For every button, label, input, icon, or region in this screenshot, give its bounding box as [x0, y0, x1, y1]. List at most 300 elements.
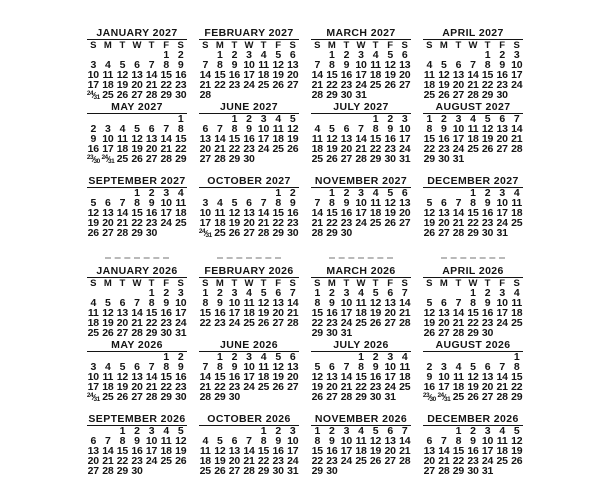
day-cell: 18 [102, 78, 114, 91]
day-cell: 7 [343, 360, 350, 373]
day-cell: 9 [484, 296, 491, 309]
weekday-label: T [343, 40, 350, 51]
weekday-label: W [356, 278, 366, 289]
day-cell: 8 [260, 434, 267, 447]
day-cell [86, 393, 101, 404]
day-cell: 17 [87, 78, 99, 91]
day-cell: 30 [228, 390, 241, 403]
month-title: SEPTEMBER 2026 [88, 413, 186, 425]
month-title: NOVEMBER 2026 [311, 414, 411, 426]
day-cell: 8 [148, 296, 155, 309]
day-cell: 5 [217, 434, 223, 447]
day-cell: 2 [231, 351, 238, 363]
day-cell: 26 [467, 390, 479, 403]
week-row [198, 464, 300, 477]
day-cell: 28 [131, 326, 143, 339]
day-cell: 8 [470, 196, 476, 209]
day-cell: 18 [160, 444, 172, 457]
day-cell: 24 [355, 216, 367, 229]
empty-cell [144, 467, 159, 477]
day-cell: 6 [441, 196, 447, 209]
day-cell: 6 [455, 58, 462, 71]
day-cell: 27 [326, 390, 338, 403]
weekday-label: S [90, 40, 97, 51]
day-cell: 6 [275, 287, 281, 299]
day-cell: 3 [202, 196, 209, 209]
day-cell: 25 [214, 226, 226, 239]
day-cell: 26 [257, 316, 270, 329]
day-cell: 29 [326, 88, 338, 101]
day-cell: 15 [481, 68, 494, 81]
day-cell: 9 [499, 58, 505, 71]
day-cell: 13 [384, 296, 396, 309]
day-cell: 8 [329, 58, 335, 71]
day-cell: 16 [340, 68, 353, 81]
day-cell: 10 [257, 122, 270, 135]
day-cell: 29 [481, 88, 494, 101]
empty-cell [368, 229, 383, 239]
day-cell: 5 [275, 351, 281, 363]
day-cell: 19 [423, 316, 435, 329]
day-cell: 22 [511, 380, 523, 393]
day-cell: 16 [243, 132, 255, 145]
day-cell: 11 [87, 306, 99, 319]
day-cell: 12 [257, 296, 270, 309]
day-cell: 19 [511, 444, 523, 457]
day-cell: 15 [160, 370, 172, 383]
day-cell: 14 [102, 444, 114, 457]
month-may-2027 [86, 102, 188, 176]
day-cell: 20 [438, 216, 450, 229]
day-cell: 3 [90, 360, 97, 373]
fold-mark [441, 257, 504, 259]
day-cell: 7 [217, 122, 223, 135]
week-row [198, 78, 300, 91]
day-cell: 18 [175, 206, 187, 219]
day-cell: 23 [369, 380, 382, 393]
weekday-label: F [163, 278, 170, 289]
day-cell: 27 [481, 390, 494, 403]
day-cell: 19 [467, 380, 479, 393]
day-cell: 19 [228, 216, 241, 229]
day-cell: 27 [228, 464, 241, 477]
day-cell: 8 [314, 434, 321, 447]
day-cell: 14 [116, 206, 129, 219]
week-row [422, 226, 524, 239]
day-cell: 4 [499, 425, 505, 437]
day-cell: 6 [105, 196, 111, 209]
day-cell: 10 [199, 206, 211, 219]
month-august-2026 [422, 340, 524, 414]
day-cell: 8 [217, 360, 223, 373]
day-cell: 8 [217, 58, 223, 71]
day-cell: 14 [257, 206, 270, 219]
day-cell: 23 [214, 316, 226, 329]
weekday-label: W [356, 40, 366, 51]
week-row [198, 88, 300, 101]
combined-day-top: 24 [101, 154, 108, 162]
day-cell: 15 [272, 206, 284, 219]
weeks-grid [310, 289, 412, 339]
day-cell: 14 [511, 122, 523, 135]
day-cell: 14 [199, 68, 211, 81]
day-cell: 9 [329, 434, 335, 447]
day-cell: 24 [481, 454, 494, 467]
day-cell: 13 [399, 58, 411, 71]
weekday-label: W [468, 278, 478, 289]
weeks-grid [422, 51, 524, 101]
day-cell: 15 [369, 132, 382, 145]
day-cell: 17 [511, 68, 523, 81]
day-cell: 12 [87, 206, 99, 219]
empty-cell [397, 229, 412, 239]
day-cell: 21 [131, 316, 143, 329]
weekday-label: T [343, 278, 350, 289]
combined-day-top: 23 [86, 154, 94, 162]
combined-day-top: 24 [86, 90, 94, 98]
day-cell: 30 [496, 88, 508, 101]
day-cell: 2 [177, 49, 184, 61]
day-cell: 2 [470, 425, 476, 437]
day-cell: 25 [369, 78, 382, 91]
month-title: JUNE 2026 [199, 340, 299, 352]
weeks-grid [86, 427, 188, 477]
day-cell: 30 [369, 390, 382, 403]
day-cell: 29 [228, 152, 241, 165]
day-cell: 28 [116, 226, 129, 239]
empty-cell [383, 467, 398, 477]
empty-cell [256, 91, 271, 101]
day-cell: 1 [329, 49, 335, 61]
week-row [310, 326, 412, 339]
day-cell: 1 [202, 287, 209, 299]
weeks-grid [310, 115, 412, 165]
empty-cell [285, 393, 300, 403]
day-cell: 12 [228, 206, 241, 219]
day-cell: 25 [423, 88, 435, 101]
day-cell: 7 [358, 122, 364, 135]
day-cell: 16 [228, 68, 241, 81]
day-cell: 1 [426, 113, 433, 125]
day-cell: 31 [399, 152, 411, 165]
weekday-label: F [387, 278, 394, 289]
day-cell: 28 [452, 226, 465, 239]
day-cell: 4 [202, 434, 209, 447]
day-cell: 10 [340, 434, 353, 447]
empty-cell [354, 329, 369, 339]
day-cell: 11 [370, 196, 381, 209]
day-cell: 28 [311, 226, 323, 239]
day-cell: 12 [511, 434, 523, 447]
day-cell: 4 [401, 351, 408, 363]
day-cell: 18 [243, 306, 255, 319]
day-cell: 14 [145, 68, 158, 81]
day-cell: 20 [423, 454, 435, 467]
day-cell: 26 [272, 380, 284, 393]
day-cell: 3 [343, 287, 350, 299]
day-cell: 13 [384, 434, 396, 447]
day-cell: 1 [260, 425, 267, 437]
day-cell: 10 [102, 132, 114, 145]
day-cell: 21 [257, 216, 270, 229]
day-cell: 17 [228, 306, 241, 319]
weekday-label: T [148, 40, 155, 51]
day-cell: 4 [105, 58, 111, 71]
weeks-grid [422, 353, 524, 404]
day-cell: 30 [438, 152, 450, 165]
day-cell: 25 [102, 88, 114, 101]
day-cell: 17 [257, 132, 270, 145]
day-cell: 12 [131, 132, 143, 145]
day-cell: 3 [163, 187, 169, 199]
day-cell: 7 [260, 196, 267, 209]
day-cell: 30 [340, 226, 353, 239]
day-cell: 12 [116, 370, 129, 383]
empty-cell [285, 155, 300, 165]
day-cell: 11 [102, 68, 114, 81]
day-cell: 9 [217, 296, 223, 309]
day-cell: 30 [243, 152, 255, 165]
day-cell: 20 [228, 454, 241, 467]
day-cell: 25 [243, 316, 255, 329]
day-cell: 17 [481, 444, 494, 457]
day-cell: 6 [387, 425, 393, 437]
day-cell: 14 [467, 68, 479, 81]
week-row [86, 464, 188, 477]
day-cell: 27 [496, 142, 508, 155]
day-cell: 9 [275, 434, 281, 447]
day-cell: 19 [369, 444, 382, 457]
day-cell: 23 [175, 78, 187, 91]
week-row [310, 390, 412, 403]
day-cell: 13 [131, 68, 143, 81]
empty-cell [242, 393, 257, 403]
empty-cell [495, 467, 510, 477]
month-title: APRIL 2026 [423, 266, 523, 278]
day-cell: 20 [287, 370, 299, 383]
day-cell: 12 [369, 434, 382, 447]
week-row [310, 88, 412, 101]
day-cell: 13 [87, 444, 99, 457]
day-cell: 5 [372, 287, 379, 299]
day-cell: 27 [287, 380, 299, 393]
weekday-label: T [260, 278, 267, 289]
day-cell: 24 [287, 454, 299, 467]
empty-cell [397, 393, 412, 403]
day-cell: 20 [340, 142, 353, 155]
day-cell: 26 [423, 326, 435, 339]
day-cell: 30 [326, 464, 338, 477]
day-cell: 6 [202, 122, 209, 135]
day-cell: 10 [243, 360, 255, 373]
day-cell: 29 [257, 464, 270, 477]
month-november-2026 [310, 414, 412, 488]
empty-cell [159, 467, 174, 477]
month-title: AUGUST 2027 [423, 102, 523, 114]
day-cell: 18 [423, 78, 435, 91]
empty-cell [495, 155, 510, 165]
day-cell: 6 [387, 287, 393, 299]
empty-cell [368, 329, 383, 339]
day-cell: 26 [326, 152, 338, 165]
weekday-label: S [289, 40, 296, 51]
combined-day-bottom: 31 [108, 157, 115, 165]
day-cell: 2 [148, 187, 155, 199]
weeks-grid [86, 289, 188, 339]
day-cell: 14 [199, 370, 211, 383]
day-cell: 1 [455, 425, 462, 437]
day-cell: 4 [358, 287, 364, 299]
day-cell: 2 [177, 351, 184, 363]
day-cell: 18 [102, 380, 114, 393]
day-cell: 26 [102, 326, 114, 339]
day-cell: 19 [131, 142, 143, 155]
day-cell: 15 [467, 206, 479, 219]
day-cell: 2 [372, 351, 379, 363]
month-march-2026 [310, 266, 412, 340]
day-cell: 11 [467, 122, 479, 135]
day-cell: 3 [513, 49, 520, 61]
day-cell: 23 [496, 78, 508, 91]
day-cell: 28 [102, 464, 114, 477]
day-cell: 7 [314, 58, 321, 71]
day-cell: 8 [163, 58, 169, 71]
day-cell: 28 [287, 316, 299, 329]
day-cell: 21 [145, 78, 158, 91]
day-cell: 18 [369, 68, 382, 81]
day-cell: 7 [134, 296, 140, 309]
weekday-header [86, 279, 188, 289]
day-cell: 25 [116, 152, 129, 165]
weekday-label: M [215, 40, 224, 51]
day-cell: 28 [496, 390, 508, 403]
day-cell: 11 [160, 434, 172, 447]
day-cell: 9 [90, 132, 97, 145]
day-cell: 22 [272, 216, 284, 229]
day-cell: 8 [372, 122, 379, 135]
day-cell: 19 [272, 370, 284, 383]
day-cell: 25 [399, 380, 411, 393]
day-cell: 26 [131, 152, 143, 165]
month-title: DECEMBER 2026 [423, 414, 523, 426]
day-cell: 22 [175, 142, 187, 155]
day-cell: 28 [199, 88, 211, 101]
empty-cell [256, 155, 271, 165]
day-cell: 17 [145, 444, 158, 457]
day-cell: 20 [287, 68, 299, 81]
day-cell: 1 [275, 187, 281, 199]
day-cell: 1 [163, 351, 169, 363]
day-cell: 15 [214, 370, 226, 383]
day-cell: 12 [311, 370, 323, 383]
month-november-2027 [310, 176, 412, 250]
day-cell: 22 [145, 316, 158, 329]
day-cell: 15 [467, 306, 479, 319]
month-title: JANUARY 2027 [87, 28, 187, 40]
day-cell: 16 [228, 370, 241, 383]
month-january-2026 [86, 266, 188, 340]
day-cell: 1 [163, 49, 169, 61]
weeks-grid [310, 51, 412, 101]
day-cell: 17 [340, 444, 353, 457]
day-cell: 29 [175, 152, 187, 165]
day-cell: 1 [329, 187, 335, 199]
day-cell: 21 [355, 142, 367, 155]
day-cell: 11 [355, 296, 367, 309]
day-cell: 9 [372, 360, 379, 373]
day-cell: 19 [175, 444, 187, 457]
day-cell: 17 [384, 370, 396, 383]
week-row [198, 390, 300, 403]
day-cell: 18 [399, 370, 411, 383]
day-cell: 7 [148, 58, 155, 71]
day-cell: 2 [426, 360, 433, 373]
day-cell: 10 [496, 196, 508, 209]
day-cell: 9 [177, 360, 184, 373]
day-cell: 11 [272, 122, 284, 135]
day-cell: 4 [513, 187, 520, 199]
day-cell: 2 [329, 287, 335, 299]
day-cell: 10 [145, 434, 158, 447]
day-cell: 10 [399, 122, 411, 135]
month-january-2027 [86, 28, 188, 102]
day-cell: 9 [231, 360, 238, 373]
empty-cell [159, 229, 174, 239]
empty-cell [354, 467, 369, 477]
week-row [86, 326, 188, 339]
empty-cell [509, 467, 524, 477]
weekday-label: M [103, 40, 112, 51]
day-cell: 26 [214, 464, 226, 477]
day-cell: 3 [401, 113, 408, 125]
day-cell: 11 [243, 296, 255, 309]
month-title: FEBRUARY 2027 [199, 28, 299, 40]
day-cell: 18 [116, 142, 129, 155]
day-cell: 16 [438, 132, 450, 145]
day-cell: 5 [289, 113, 296, 125]
day-cell: 15 [423, 132, 435, 145]
day-cell: 6 [231, 434, 238, 447]
day-cell: 18 [87, 316, 99, 329]
day-cell: 7 [470, 58, 476, 71]
day-cell: 19 [257, 306, 270, 319]
month-title: FEBRUARY 2026 [199, 266, 299, 278]
weeks-grid [198, 51, 300, 101]
day-cell: 12 [369, 296, 382, 309]
day-cell: 5 [329, 122, 335, 135]
day-cell: 18 [272, 132, 284, 145]
day-cell: 5 [90, 196, 97, 209]
day-cell: 15 [326, 206, 338, 219]
weekday-label: T [372, 40, 379, 51]
day-cell: 27 [399, 78, 411, 91]
day-cell: 30 [481, 326, 494, 339]
month-october-2027 [198, 176, 300, 250]
day-cell: 20 [87, 454, 99, 467]
day-cell: 27 [102, 226, 114, 239]
day-cell: 29 [355, 390, 367, 403]
day-cell: 22 [199, 316, 211, 329]
day-cell: 3 [246, 351, 252, 363]
weeks-grid [422, 289, 524, 339]
day-cell: 29 [511, 390, 523, 403]
day-cell: 27 [438, 326, 450, 339]
day-cell: 8 [329, 196, 335, 209]
day-cell: 9 [470, 434, 476, 447]
day-cell: 26 [116, 88, 129, 101]
day-cell: 17 [287, 444, 299, 457]
day-cell: 29 [116, 464, 129, 477]
